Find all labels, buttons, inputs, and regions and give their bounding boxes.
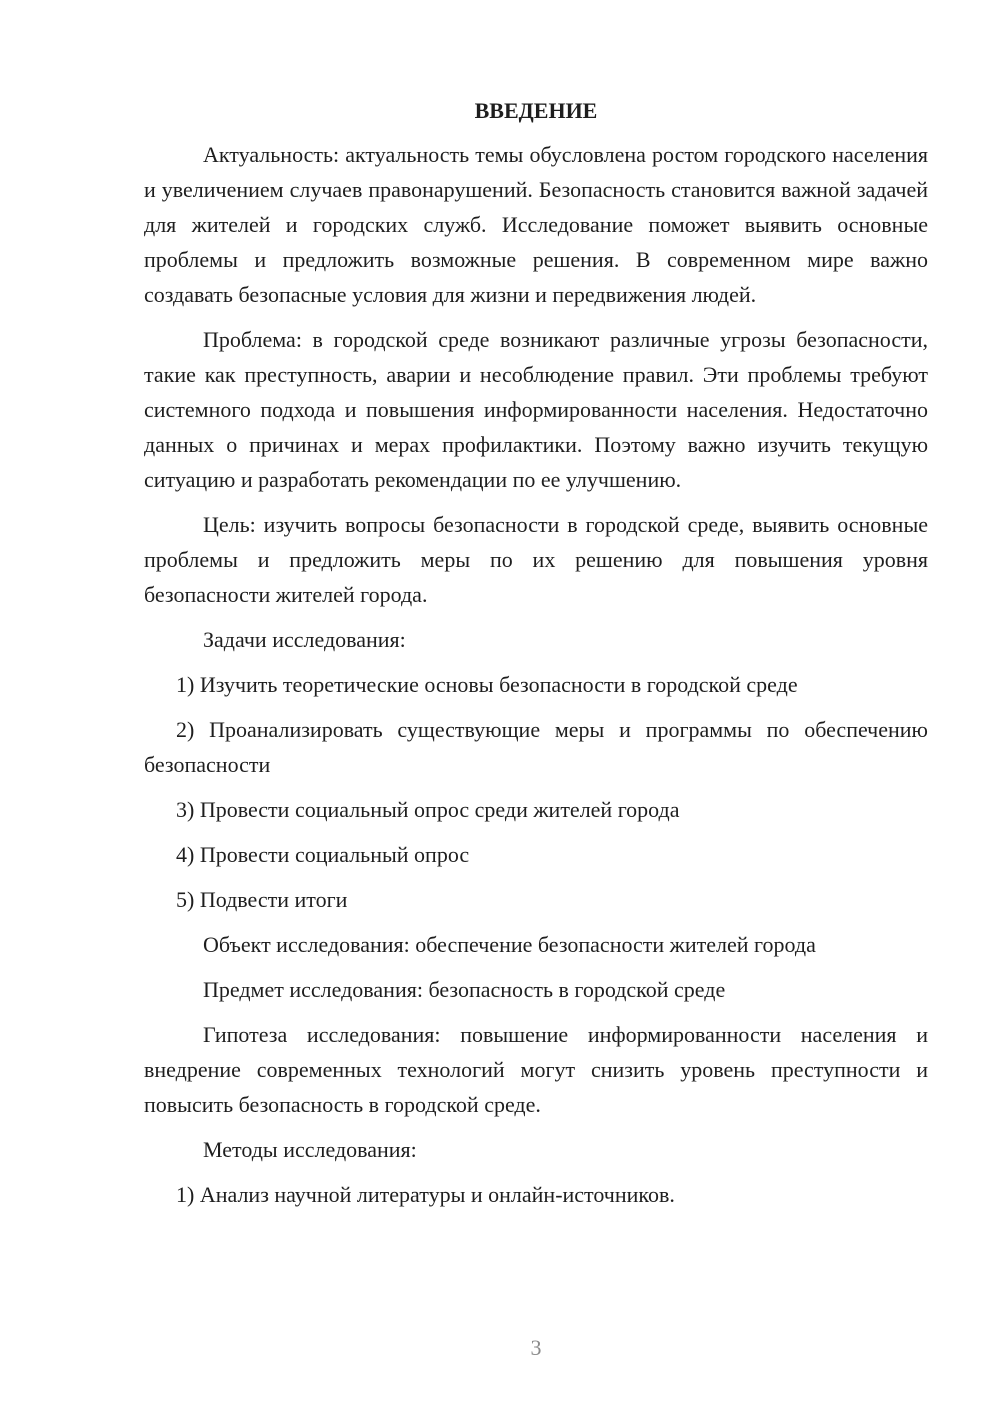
page-content (144, 96, 928, 1222)
task-item: 2) Проанализировать существующие меры и программы по обеспечению безопасности (144, 717, 928, 777)
research-hypothesis: Гипотеза исследования: повышение информированности населения и внедрение современных технологий могут снизить уровень преступности и повысить безопасность в городской среде. (144, 1022, 928, 1117)
page-number: 3 (530, 1335, 542, 1360)
task-item: 1) Изучить теоретические основы безопасности в городской среде (176, 672, 798, 697)
problem-paragraph: Проблема: в городской среде возникают различные угрозы безопасности, такие как преступность, аварии и несоблюдение правил. Эти проблемы требуют системного подхода и повышения информированности населения. Недостаточно данных о причинах и мерах профилактики. Поэтому важно изучить текущую ситуацию и разработать рекомендации по ее улучшению. (144, 327, 928, 492)
task-item: 4) Провести социальный опрос (176, 842, 470, 867)
relevance-paragraph: Актуальность: актуальность темы обусловлена ростом городского населения и увеличением случаев правонарушений. Безопасность становится важной задачей для жителей и городских служб. Исследование поможет выявить основные проблемы и предложить возможные решения. В современном мире важно создавать безопасные условия для жизни и передвижения людей. (144, 142, 928, 307)
task-item: 3) Провести социальный опрос среди жителей города (176, 797, 680, 822)
methods-heading: Методы исследования: (203, 1137, 417, 1162)
tasks-heading: Задачи исследования: (203, 627, 406, 652)
task-item: 5) Подвести итоги (176, 887, 348, 912)
research-subject: Предмет исследования: безопасность в городской среде (203, 977, 726, 1002)
goal-paragraph: Цель: изучить вопросы безопасности в городской среде, выявить основные проблемы и предложить меры по их решению для повышения уровня безопасности жителей города. (144, 512, 928, 607)
method-item: 1) Анализ научной литературы и онлайн-источников. (176, 1182, 675, 1207)
research-object: Объект исследования: обеспечение безопасности жителей города (203, 932, 816, 957)
page-title: ВВЕДЕНИЕ (474, 98, 598, 123)
